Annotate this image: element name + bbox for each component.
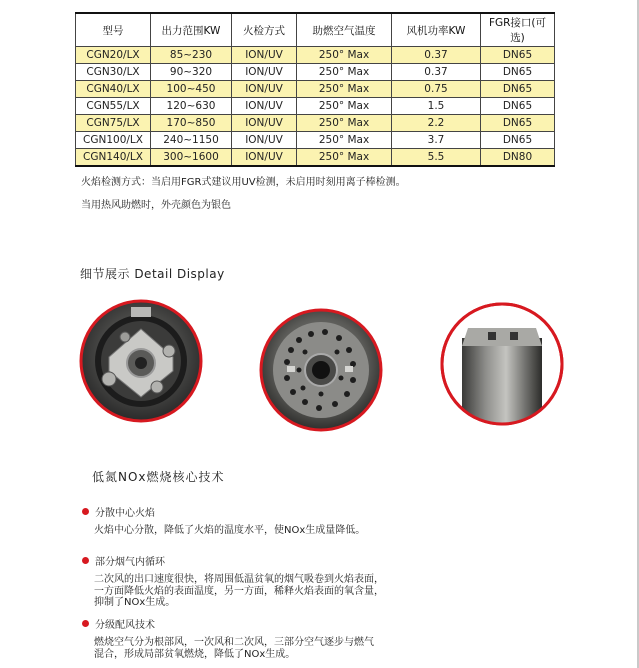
bullet-paragraph: [94, 574, 384, 609]
cell-fan-power: 1.5: [392, 98, 481, 115]
cell-fan-power: 0.75: [392, 81, 481, 98]
header-model: 型号: [76, 13, 151, 47]
cell-air-temp: 250° Max: [297, 115, 392, 132]
cell-output: 120~630: [151, 98, 232, 115]
cell-model: CGN140/LX: [76, 149, 151, 167]
cell-air-temp: 250° Max: [297, 98, 392, 115]
table-row: [76, 149, 555, 167]
paragraph-line: 火焰中心分散，降低了火焰的温度水平，使NOx生成量降低。: [94, 525, 366, 536]
burner-nozzle-holes-photo: [259, 308, 383, 432]
bullet-heading: [82, 553, 165, 568]
note-hot-air-casing: 当用热风助燃时，外壳颜色为银色: [81, 200, 231, 211]
cell-model: CGN20/LX: [76, 47, 151, 64]
cell-output: 300~1600: [151, 149, 232, 167]
paragraph-line: 二次风的出口速度很快，将周围低温贫氧的烟气吸卷到火焰表面，: [94, 574, 384, 585]
cell-detection: ION/UV: [232, 149, 297, 167]
cell-detection: ION/UV: [232, 47, 297, 64]
cell-air-temp: 250° Max: [297, 132, 392, 149]
cell-fgr: DN65: [481, 64, 555, 81]
cell-output: 170~850: [151, 115, 232, 132]
cell-output: 90~320: [151, 64, 232, 81]
table-row: [76, 64, 555, 81]
note-flame-detection: 火焰检测方式：当启用FGR式建议用UV检测，未启用时刻用离子棒检测。: [81, 177, 406, 188]
paragraph-line: 抑制了NOx生成。: [94, 597, 176, 608]
header-air-temperature: 助燃空气温度: [297, 13, 392, 47]
detail-display-title: 细节展示 Detail Display: [80, 267, 225, 281]
cell-output: 85~230: [151, 47, 232, 64]
header-flame-detection: 火检方式: [232, 13, 297, 47]
spec-table: [75, 12, 555, 167]
red-bullet-icon: [82, 620, 89, 627]
cell-detection: ION/UV: [232, 132, 297, 149]
cell-model: CGN30/LX: [76, 64, 151, 81]
burner-tube-side-photo: [440, 302, 564, 426]
cell-fan-power: 2.2: [392, 115, 481, 132]
cell-air-temp: 250° Max: [297, 47, 392, 64]
cell-fan-power: 5.5: [392, 149, 481, 167]
cell-detection: ION/UV: [232, 81, 297, 98]
burner-head-front-photo: [79, 299, 203, 423]
table-row: [76, 98, 555, 115]
cell-fgr: DN65: [481, 132, 555, 149]
cell-output: 100~450: [151, 81, 232, 98]
table-row: [76, 115, 555, 132]
paragraph-line: 混合，形成局部贫氧燃烧，降低了NOx生成。: [94, 648, 296, 660]
red-bullet-icon: [82, 508, 89, 515]
header-fan-power: 风机功率KW: [392, 13, 481, 47]
bullet-heading-text: 分级配风技术: [95, 620, 155, 631]
cell-fgr: DN65: [481, 98, 555, 115]
cell-fgr: DN80: [481, 149, 555, 167]
cell-detection: ION/UV: [232, 115, 297, 132]
cell-air-temp: 250° Max: [297, 149, 392, 167]
header-output-range: 出力范围KW: [151, 13, 232, 47]
bullet-heading: [82, 504, 155, 519]
cell-fgr: DN65: [481, 115, 555, 132]
cell-model: CGN40/LX: [76, 81, 151, 98]
cell-fan-power: 3.7: [392, 132, 481, 149]
header-fgr-port: FGR接口(可选): [481, 13, 555, 47]
bullet-heading: [82, 616, 155, 631]
paragraph-line: 一方面降低火焰的表面温度，另一方面，稀释火焰表面的氧含量，: [94, 585, 384, 597]
cell-model: CGN75/LX: [76, 115, 151, 132]
cell-fgr: DN65: [481, 47, 555, 64]
table-row: [76, 81, 555, 98]
cell-output: 240~1150: [151, 132, 232, 149]
table-row: [76, 47, 555, 64]
cell-model: CGN55/LX: [76, 98, 151, 115]
paragraph-line: 燃烧空气分为根部风，一次风和二次风，三部分空气逐步与燃气: [94, 637, 374, 648]
red-bullet-icon: [82, 557, 89, 564]
bullet-paragraph: [94, 525, 365, 537]
cell-fgr: DN65: [481, 81, 555, 98]
tech-section-title: 低氮NOx燃烧核心技术: [92, 470, 225, 484]
cell-fan-power: 0.37: [392, 64, 481, 81]
cell-fan-power: 0.37: [392, 47, 481, 64]
cell-model: CGN100/LX: [76, 132, 151, 149]
cell-air-temp: 250° Max: [297, 64, 392, 81]
bullet-heading-text: 分散中心火焰: [95, 508, 155, 519]
table-row: [76, 132, 555, 149]
cell-detection: ION/UV: [232, 98, 297, 115]
bullet-paragraph: [94, 637, 374, 660]
spec-table-header-row: [76, 13, 555, 47]
cell-detection: ION/UV: [232, 64, 297, 81]
bullet-heading-text: 部分烟气内循环: [95, 557, 165, 568]
cell-air-temp: 250° Max: [297, 81, 392, 98]
